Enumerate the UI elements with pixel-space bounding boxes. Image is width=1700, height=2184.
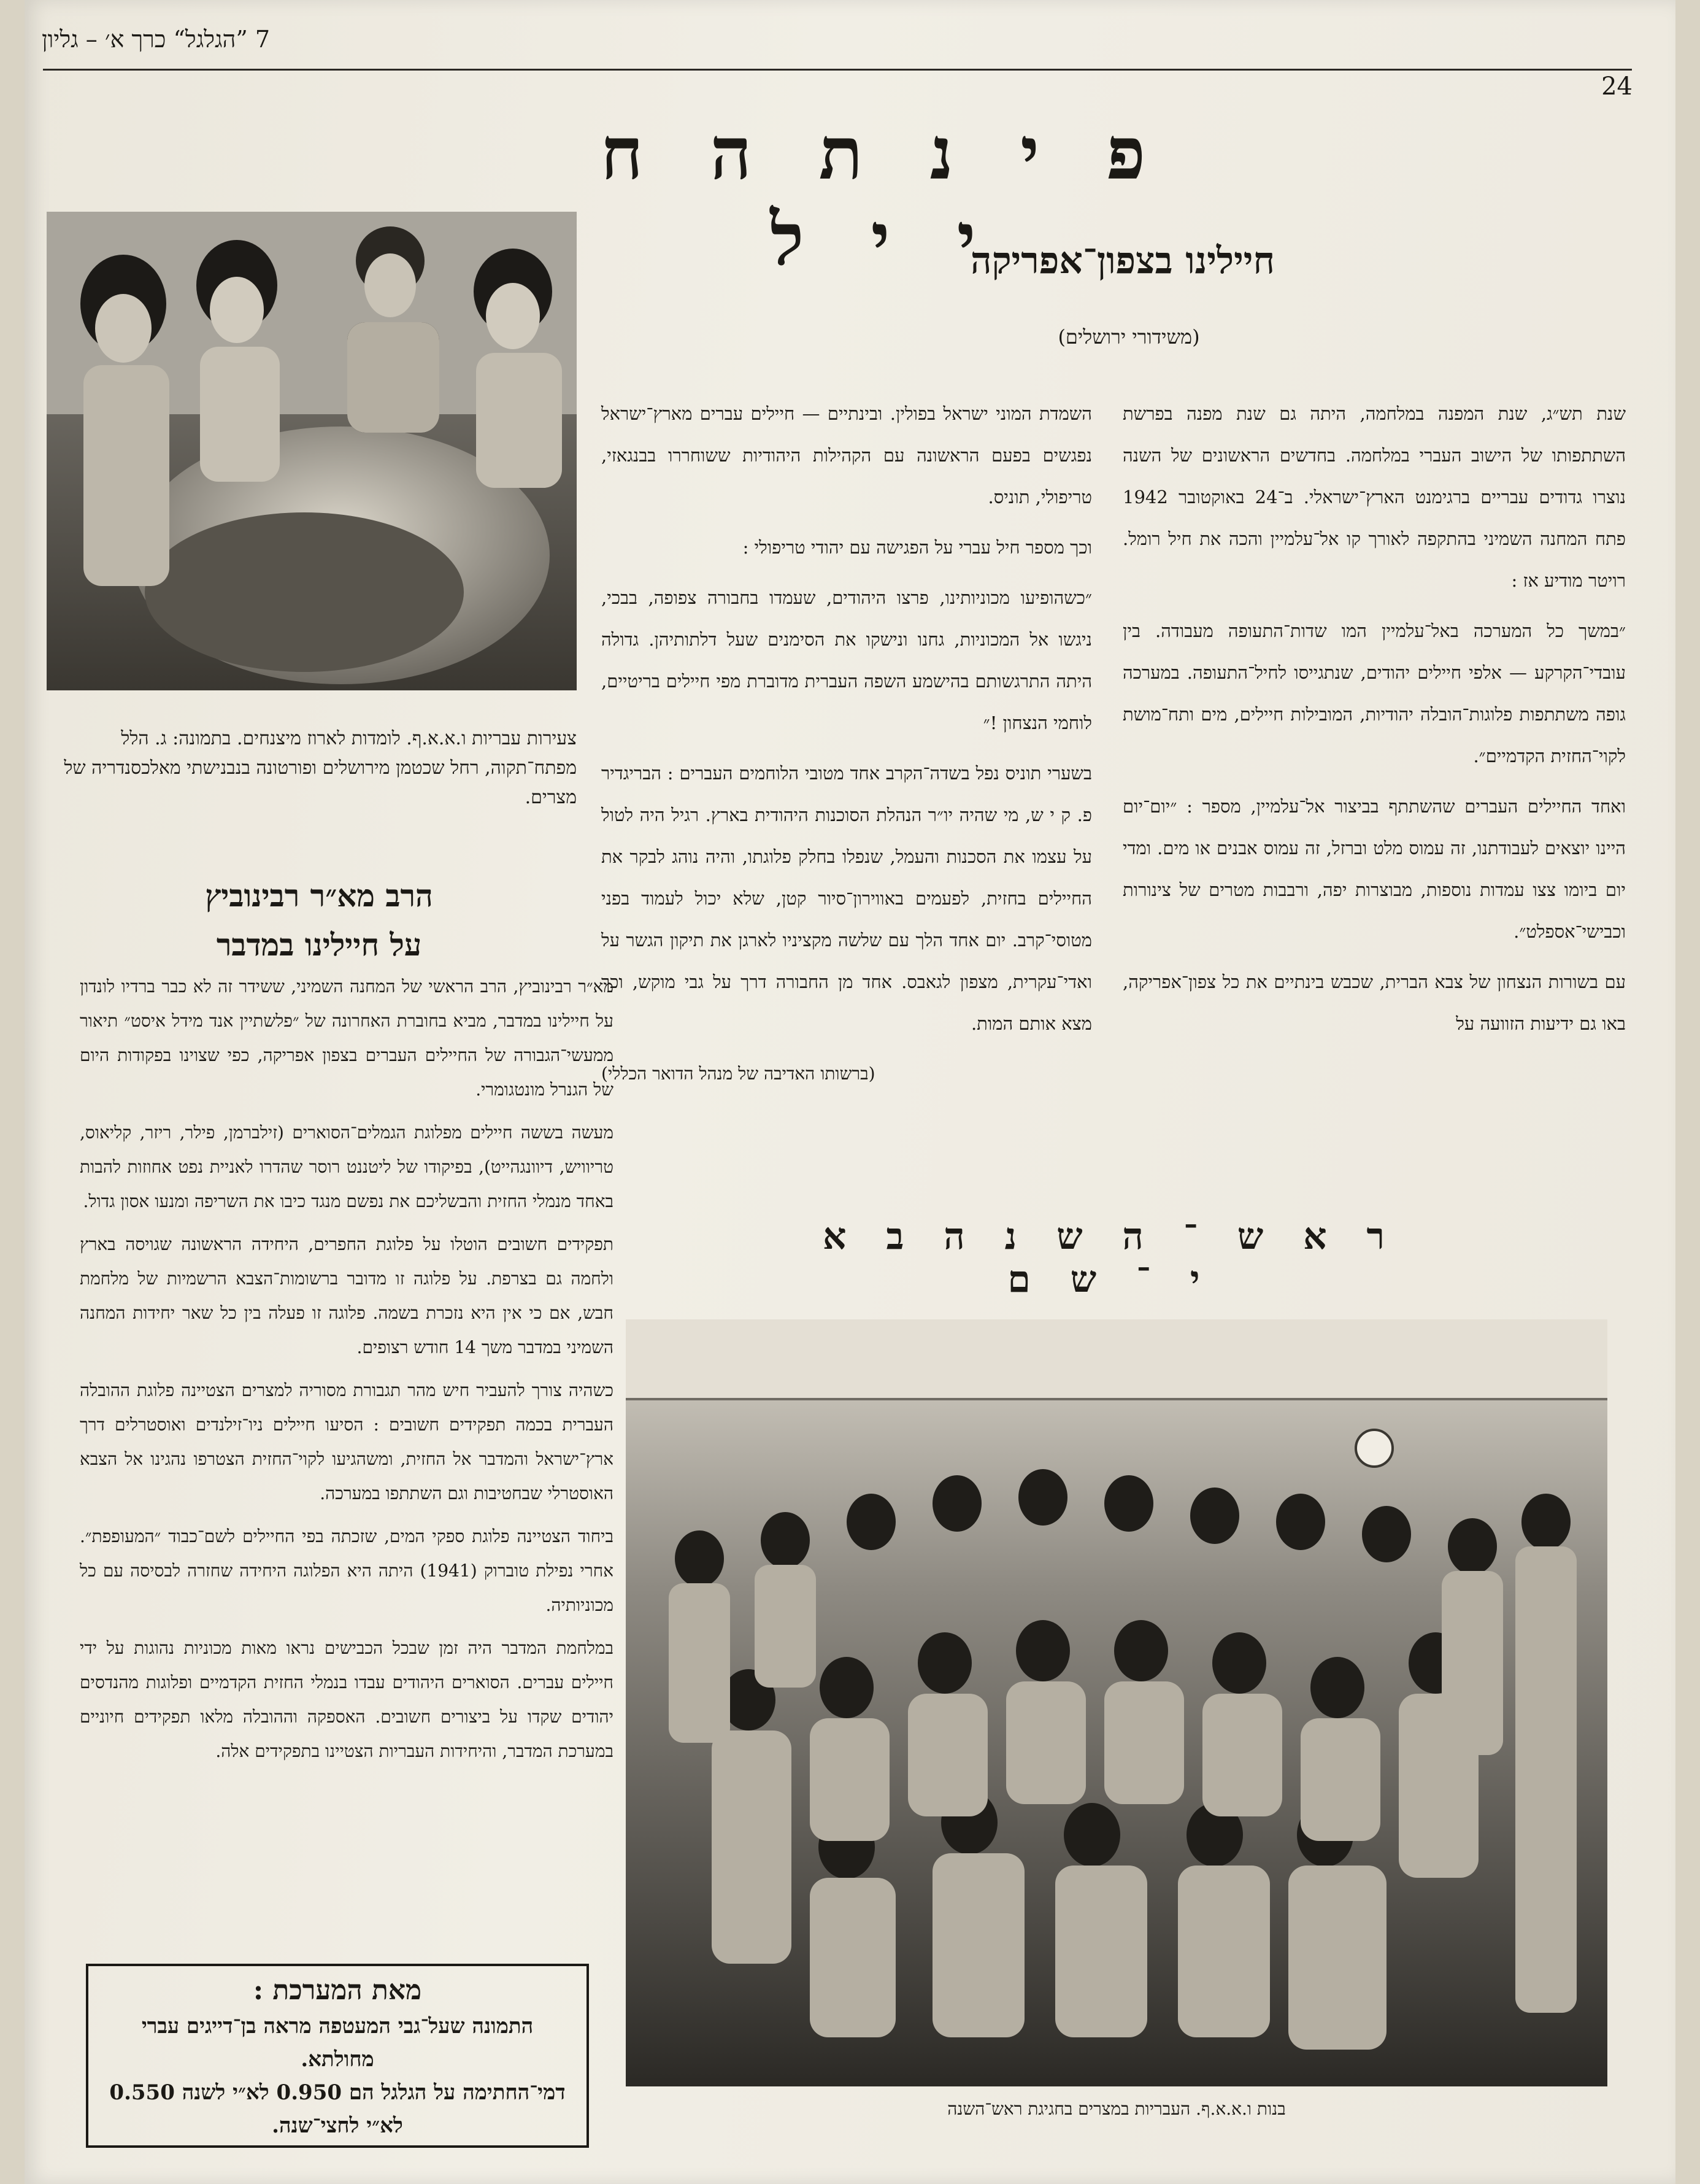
photo-caption-big: בנות ו.א.א.ף. העבריות במצרים בחגיגת ראש־השנה: [947, 2099, 1286, 2119]
header-rule: [43, 69, 1632, 71]
article-paragraph: ״במשך כל המערכה באל־עלמיין המו שדות־התעופה מעבודה. בין עובדי־הקרקע — אלפי חיילים יהודים, שנתגייסו לחיל־התעופה. במערכה גופה משתתפות פלוגות־הובלה יהודיות, המובילות חיילים, מים ותח־מושת לקוי־החזית הקדמיים״.: [1123, 620, 1626, 766]
rabbi-paragraph: מא״ר רבינוביץ, הרב הראשי של המחנה השמיני, ששידר זה לא כבר ברדיו לונדון על חיילינו במדבר, מביא בחוברת האחרונה של ״פלשתיין אנד מידל איסט״ תיאור ממעשי־הגבורה של החיילים העברים בצפון אפריקה, כפי שצוינו בפקודות היום של הגנרל מונטגומרי.: [80, 976, 613, 1100]
section-title: פ י נ ת ה ח י י ל: [600, 110, 1167, 282]
rabbi-paragraph: מעשה בששה חיילים מפלוגת הגמלים־הסוארים (זילברמן, פילר, ריזר, קליאוס, טריוויש, דיוונגהייט), בפיקודו של ליטננט רוסר שהדרו לאניית נפט אחוזות להבות באחד מנמלי החזית והבשליכם את נפשם מנגד כיבו את השריפה ומנעו אסון גדול.: [80, 1122, 613, 1211]
article-column-middle: [601, 393, 1092, 1095]
article-column-right: [1123, 393, 1626, 1053]
editorial-box-text1: התמונה שעל־גבי המעטפה מראה בן־דייגים עברי מחולתא.: [141, 2014, 534, 2072]
article-paragraph: עם בשורות הנצחון של צבא הברית, שכבש בינתיים את כל צפון־אפריקה, באו גם ידיעות הזוועה על: [1123, 971, 1626, 1034]
rabbi-paragraph: תפקידים חשובים הוטלו על פלוגת החפרים, היחידה הראשונה שגויסה בארץ ולחמה גם בצרפת. על פלוגה זו מדובר ברשומות־הצבא הרשמיות של מלחמת חבש, אם כי אין היא נזכרת בשמה. פלוגה זו פעלה בין כל שאר יחידות המחנה השמיני במדבר משך 14 חודש רצופים.: [80, 1234, 613, 1357]
article-paragraph: שנת תש״ג, שנת המפנה במלחמה, היתה גם שנת מפנה בפרשת השתתפותו של הישוב העברי במלחמה. בחדשים הראשונים של השנה נוצרו גדודים עבריים ברגימנט הארץ־ישראלי. ב־24 באוקטובר 1942 פתח המחנה השמיני בהתקפה לאורך קו אל־עלמיין והכה את חיל רומל. רויטר מודיע אז :: [1123, 403, 1626, 591]
rabbi-paragraph: כשהיה צורך להעביר חיש מהר תגבורת מסוריה למצרים הצטיינה פלוגת ההובלה העברית בכמה תפקידים חשובים : הסיעו חיילים ניו־זילנדים ואוסטרלים דרך ארץ־ישראל והמדבר אל החזית, ומשהגיעו לקוי־החזית הצטרפו נהגינו אל הצבא האוסטרלי שבחטיבות וגם השתתפו במערכה.: [80, 1380, 613, 1503]
rabbi-paragraph: ביחוד הצטיינה פלוגת ספקי המים, שזכתה בפי החיילים לשם־כבוד ״המעופפת״. אחרי נפילת טוברוק (1941) היתה היא הפלוגה היחידה שחזרה לבסיסה עם כל מכוניותיה.: [80, 1526, 613, 1615]
article-paragraph: ״כשהופיעו מכוניותינו, פרצו היהודים, שעמדו בחבורה צפופה, בבכי, ניגשו אל המכוניות, גחנו ונישקו את הסימנים שעל דלתותיהן. גדולה היתה התרגשותם בהישמע השפה העברית מדוברת מפי חיילים בריטיים, לוחמי הנצחון !״: [601, 587, 1092, 733]
rabbi-article-body: [80, 970, 613, 1777]
running-header: 7 ”הגלגל“ כרך א׳ – גליון: [42, 26, 271, 53]
rosh-hashana-title: ר א ש ־ ה ש נ ה ב א י ־ ש ם: [823, 1215, 1398, 1301]
rabbi-article-title: [61, 871, 577, 970]
rabbi-title-line1: הרב מא״ר רבינוביץ: [205, 878, 433, 914]
photo-parachute-packing: [47, 212, 577, 690]
article-paragraph: השמדת המוני ישראל בפולין. ובינתיים — חיילים עברים מארץ־ישראל נפגשים בפעם הראשונה עם הקהילות היהודיות ששוחררו בבנגאזי, טריפולי, תוניס.: [601, 403, 1092, 507]
article-credit: (ברשותו האדיבה של מנהל הדואר הכללי): [601, 1063, 875, 1084]
article-source: (משידורי ירושלים): [1058, 325, 1200, 349]
editorial-box: [86, 1964, 589, 2148]
editorial-box-text2: דמי־החתימה על הגלגל הם 0.950 לא״י לשנה 0.550 לא״י לחצי־שנה.: [109, 2080, 566, 2138]
editorial-box-title: מאת המערכת :: [253, 1975, 422, 2006]
article-paragraph: בשערי תוניס נפל בשדה־הקרב אחד מטובי הלוחמים העברים : הבריגדיר פ. ק י ש, מי שהיה יו״ר הנהלת הסוכנות היהודית בארץ. רגיל היה לטול על עצמו את הסכנות והעמל, שנפלו בחלק פלוגתו, והיה נוהג לבקר את החיילים בחזית, לפעמים באווירון־סיור קטן, שלא יכול לעמוד בפני מטוסי־קרב. יום אחד הלך עם שלשה מקציניו לארגן את תיקון הגשר על ואדי־עקרית, מצפון לגאבס. אחד מן החבורה דרך על גבי מוקש, וכך מצא אותם המות.: [601, 763, 1092, 1034]
page-number: 24: [1601, 72, 1633, 101]
rabbi-paragraph: במלחמת המדבר היה זמן שבכל הכבישים נראו מאות מכוניות נהוגות על ידי חיילים עברים. הסוארים היהודים עבדו בנמלי החזית הקדמיים ופלוגות מהנדסים יהודים שקדו על ביצורים חשובים. האספקה וההובלה מלאו תפקידים חיוניים במערכת המדבר, והיחידות העבריות הצטיינו בתפקידים אלה.: [80, 1638, 613, 1761]
photo-group-celebration: [626, 1319, 1607, 2086]
rabbi-title-line2: על חיילינו במדבר: [216, 927, 422, 963]
magazine-page: [25, 0, 1675, 2184]
article-paragraph: ואחד החיילים העברים שהשתתף בביצור אל־עלמיין, מספר : ״יום־יום היינו יוצאים לעבודתנו, זה עמוס מלט וברזל, זה עמוס אבנים או מים. ומדי יום ביומו צצו עמדות נוספות, מבוצרות יפה, ורבבות מטרים של צינורות וכבישי־אספלט״.: [1123, 796, 1626, 942]
article-title: חיילינו בצפון־אפריקה: [970, 239, 1275, 282]
photo-caption-top: צעירות עבריות ו.א.א.ף. לומדות לארוז מיצנחים. בתמונה: ג. הלל מפתח־תקוה, רחל שכטמן מירושלים ופורטונה בנבנישתי מאלכסנדריה של מצרים.: [64, 728, 577, 808]
article-paragraph: וכך מספר חיל עברי על הפגישה עם יהודי טריפולי :: [742, 537, 1092, 558]
